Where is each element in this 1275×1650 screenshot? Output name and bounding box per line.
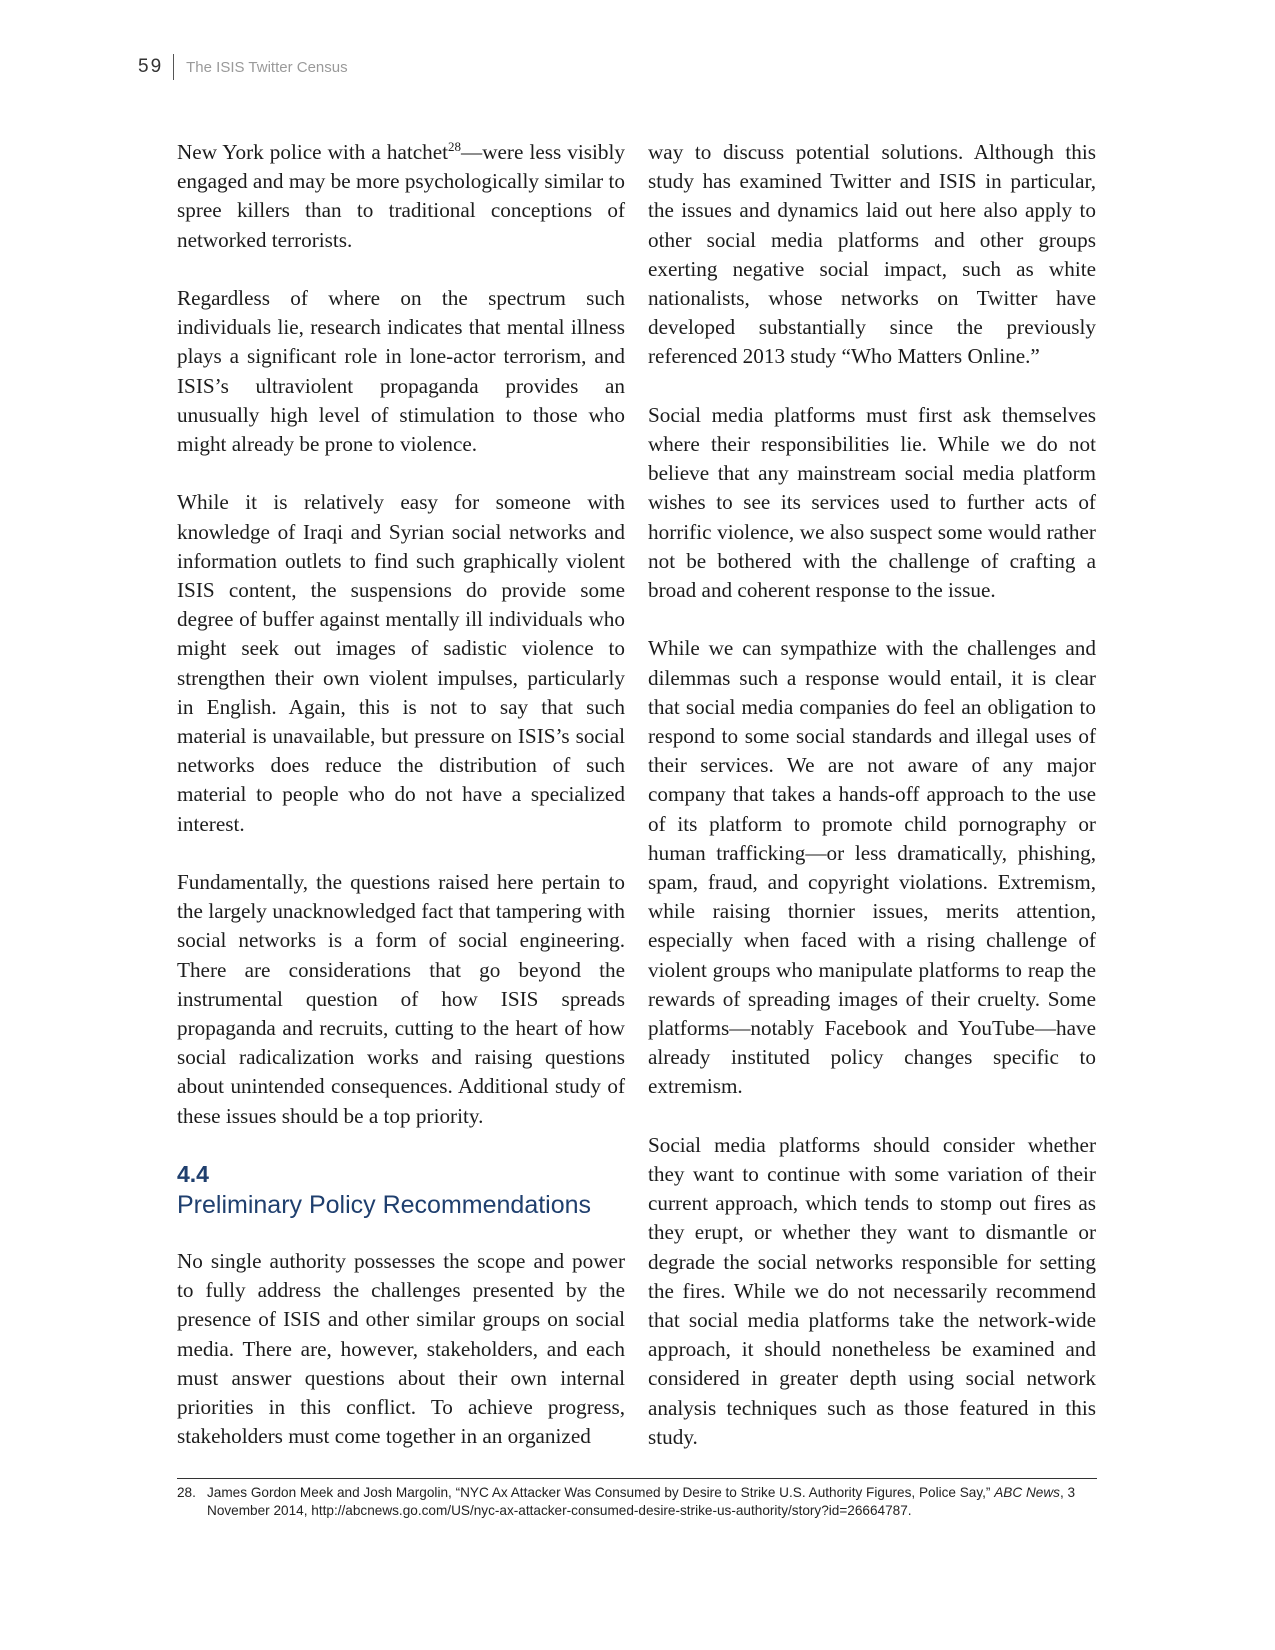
footnote-number: 28.: [177, 1485, 196, 1500]
right-column: [648, 138, 1096, 1481]
footnote-text-part: , 3 November 2014, http://abcnews.go.com/US/nyc-ax-attacker-consumed-desire-strike-us-authority/story?id=26664787.: [207, 1485, 1076, 1518]
paragraph-text: New York police with a hatchet: [177, 140, 449, 164]
paragraph: way to discuss potential solutions. Although this study has examined Twitter and ISIS in particular, the issues and dynamics laid out here also apply to other social media platforms and other groups exerting negative social impact, such as white nationalists, whose networks on Twitter have developed substantially since the previously referenced 2013 study “Who Matters Online.”: [648, 140, 1096, 369]
paragraph: Regardless of where on the spectrum such individuals lie, research indicates that mental illness plays a significant role in lone-actor terrorism, and ISIS’s ultraviolent propaganda provides an unusually high level of stimulation to those who might already be prone to violence.: [177, 286, 625, 457]
paragraph-text: —were less visibly engaged and may be more psychologically similar to spree killers than to traditional conceptions of networked terrorists.: [177, 140, 625, 252]
paragraph: No single authority possesses the scope and power to fully address the challenges presented by the presence of ISIS and other similar groups on social media. There are, however, stakeholders, and each must answer questions about their own internal priorities in this conflict. To achieve progress, stakeholders must come together in an organized: [177, 1249, 625, 1449]
section-heading: Preliminary Policy Recommendations: [177, 1191, 592, 1220]
paragraph: While it is relatively easy for someone with knowledge of Iraqi and Syrian social networks and information outlets to find such graphically violent ISIS content, the suspensions do provide some degree of buffer against mentally ill individuals who might seek out images of sadistic violence to strengthen their own violent impulses, particularly in English. Again, this is not to say that such material is unavailable, but pressure on ISIS’s social networks does reduce the distribution of such material to people who do not have a specialized interest.: [177, 490, 625, 836]
left-column: [177, 138, 625, 1481]
footnote-text: [207, 1484, 1097, 1520]
paragraph: Social media platforms must first ask themselves where their responsibilities lie. While we do not believe that any mainstream social media platform wishes to see its services used to further acts of horrific violence, we also suspect some would rather not be bothered with the challenge of crafting a broad and coherent response to the issue.: [648, 402, 1096, 603]
footnote-text-part: James Gordon Meek and Josh Margolin, “NYC Ax Attacker Was Consumed by Desire to Strike U.S. Authority Figures, Police Say,”: [207, 1485, 995, 1500]
paragraph: Social media platforms should consider whether they want to continue with some variation of their current approach, which tends to stomp out fires as they erupt, or whether they want to dismantle or degrade the social networks responsible for setting the fires. While we do not necessarily recommend that social media platforms take the network-wide approach, it should nonetheless be examined and considered in greater depth using social network analysis techniques such as those featured in this study.: [648, 1132, 1096, 1449]
footnote-divider: [177, 1478, 1097, 1479]
header-divider: [173, 54, 174, 80]
section-number: 4.4: [177, 1161, 209, 1188]
document-title: The ISIS Twitter Census: [186, 58, 348, 76]
paragraph: [177, 138, 625, 255]
paragraph: Fundamentally, the questions raised here pertain to the largely unacknowledged fact that tampering with social networks is a form of social engineering. There are considerations that go beyond the instrumental question of how ISIS spreads propaganda and recruits, cutting to the heart of how social radicalization works and raising questions about unintended consequences. Additional study of these issues should be a top priority.: [177, 870, 625, 1128]
page-number: 59: [138, 56, 164, 77]
footnote-source: ABC News: [994, 1485, 1060, 1500]
running-header: [138, 54, 348, 80]
paragraph: While we can sympathize with the challenges and dilemmas such a response would entail, it is clear that social media companies do feel an obligation to respond to some social standards and illegal uses of their services. We are not aware of any major company that takes a hands-off approach to the use of its platform to promote child pornography or human trafficking—or less dramatically, phishing, spam, fraud, and copyright violations. Extremism, while raising thornier issues, merits attention, especially when faced with a rising challenge of violent groups who manipulate platforms to reap the rewards of spreading images of their cruelty. Some platforms—notably Facebook and YouTube—have already instituted policy changes specific to extremism.: [648, 636, 1096, 1099]
footnote: [177, 1484, 1097, 1520]
footnote-ref: 28: [448, 138, 462, 154]
